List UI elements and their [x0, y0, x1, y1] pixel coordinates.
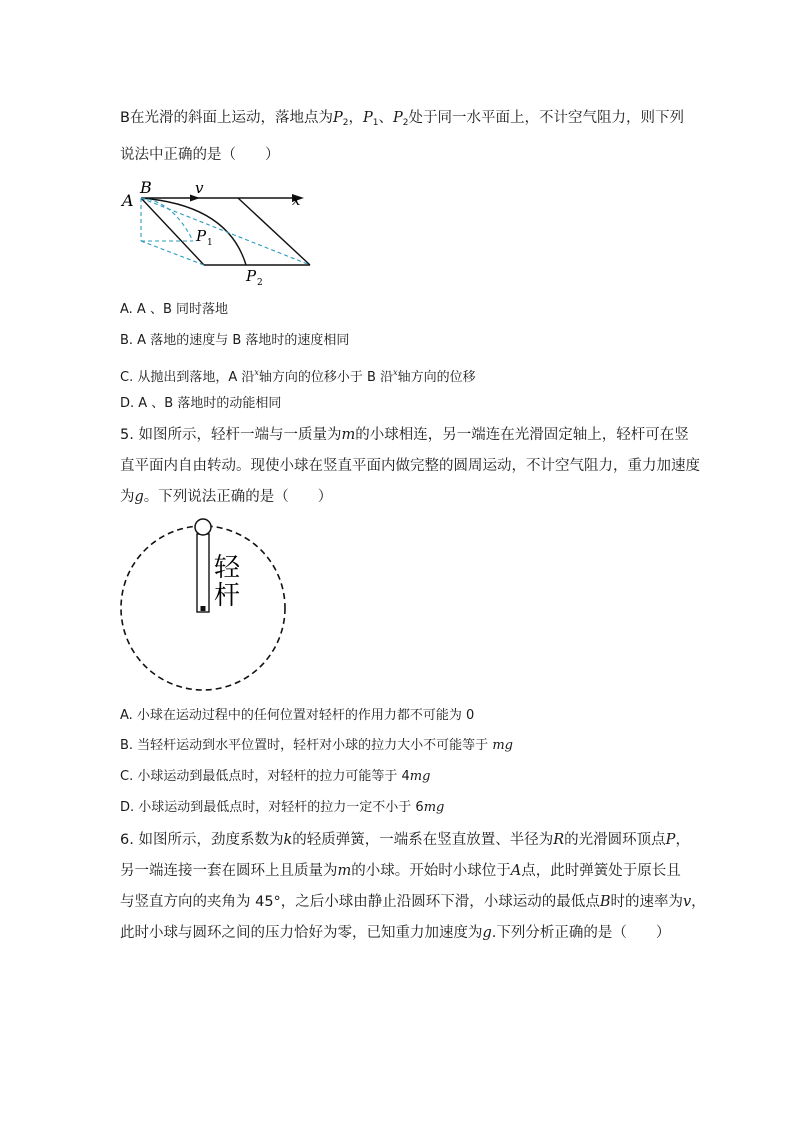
q5-option-a[interactable]: A. 小球在运动过程中的任何位置对轻杆的作用力都不可能为 0 [120, 708, 475, 723]
q6-stem-line-3: 与竖直方向的夹角为 45°，之后小球由静止沿圆环下滑，小球运动的最低点B时的速率为v， [120, 894, 706, 910]
light-rod [197, 534, 209, 612]
label-v: v [195, 179, 204, 197]
q6-stem-line-4: 此时小球与圆环之间的压力恰好为零，已知重力加速度为g.下列分析正确的是（ ） [120, 925, 671, 941]
label-x: x [292, 191, 301, 209]
q5-option-c[interactable]: C. 小球运动到最低点时，对轻杆的拉力可能等于 4mg [120, 769, 431, 784]
pivot-axle [201, 606, 206, 611]
q5-stem-line-3: 为g。下列说法正确的是（ ） [120, 489, 333, 505]
label-p1-sub: 1 [207, 238, 213, 248]
incline-edge-left [141, 198, 204, 265]
q5-stem-line-1: 5. 如图所示，轻杆一端与一质量为m的小球相连，另一端连在光滑固定轴上，轻杆可在竖 [120, 427, 689, 443]
q5-circular-motion-figure [115, 512, 295, 697]
label-p1: P [196, 227, 207, 245]
rod-label-1: 轻 [214, 553, 241, 583]
q5-option-d[interactable]: D. 小球运动到最低点时，对轻杆的拉力一定不小于 6mg [120, 800, 445, 815]
rod-label-2: 杆 [214, 581, 241, 611]
q4-incline-figure [118, 175, 318, 290]
q6-stem-line-2: 另一端连接一套在圆环上且质量为m的小球。开始时小球位于A点，此时弹簧处于原长且 [120, 863, 681, 879]
label-p2-sub: 2 [257, 278, 263, 288]
label-p2: P [246, 267, 257, 285]
trajectory-b [141, 198, 246, 265]
q4-option-c[interactable]: C. 从抛出到落地，A 沿$^x$轴方向的位移小于 B 沿$^x$轴方向的位移 [120, 368, 476, 385]
q4-option-b[interactable]: B. A 落地的速度与 B 落地时的速度相同 [120, 333, 350, 348]
label-b: B [140, 178, 152, 197]
q4-stem-line-2: 说法中正确的是（ ） [120, 147, 280, 163]
q4-option-d[interactable]: D. A 、B 落地时的动能相同 [120, 396, 282, 411]
q6-stem-line-1: 6. 如图所示，劲度系数为k的轻质弹簧，一端系在竖直放置、半径为R的光滑圆环顶点P， [120, 832, 690, 848]
q5-option-b[interactable]: B. 当轻杆运动到水平位置时，轻杆对小球的拉力大小不可能等于 mg [120, 738, 513, 753]
dashed-guides [141, 198, 310, 265]
label-a: A [122, 191, 134, 210]
q4-stem-line-1: B在光滑的斜面上运动，落地点为$P_2$，$P_1$、$P_2$处于同一水平面上，不计空气阻力，则下列 [120, 110, 684, 128]
q4-option-a[interactable]: A. A 、B 同时落地 [120, 302, 229, 317]
q5-stem-line-2: 直平面内自由转动。现使小球在竖直平面内做完整的圆周运动，不计空气阻力，重力加速度 [120, 458, 700, 474]
ball [195, 519, 211, 535]
